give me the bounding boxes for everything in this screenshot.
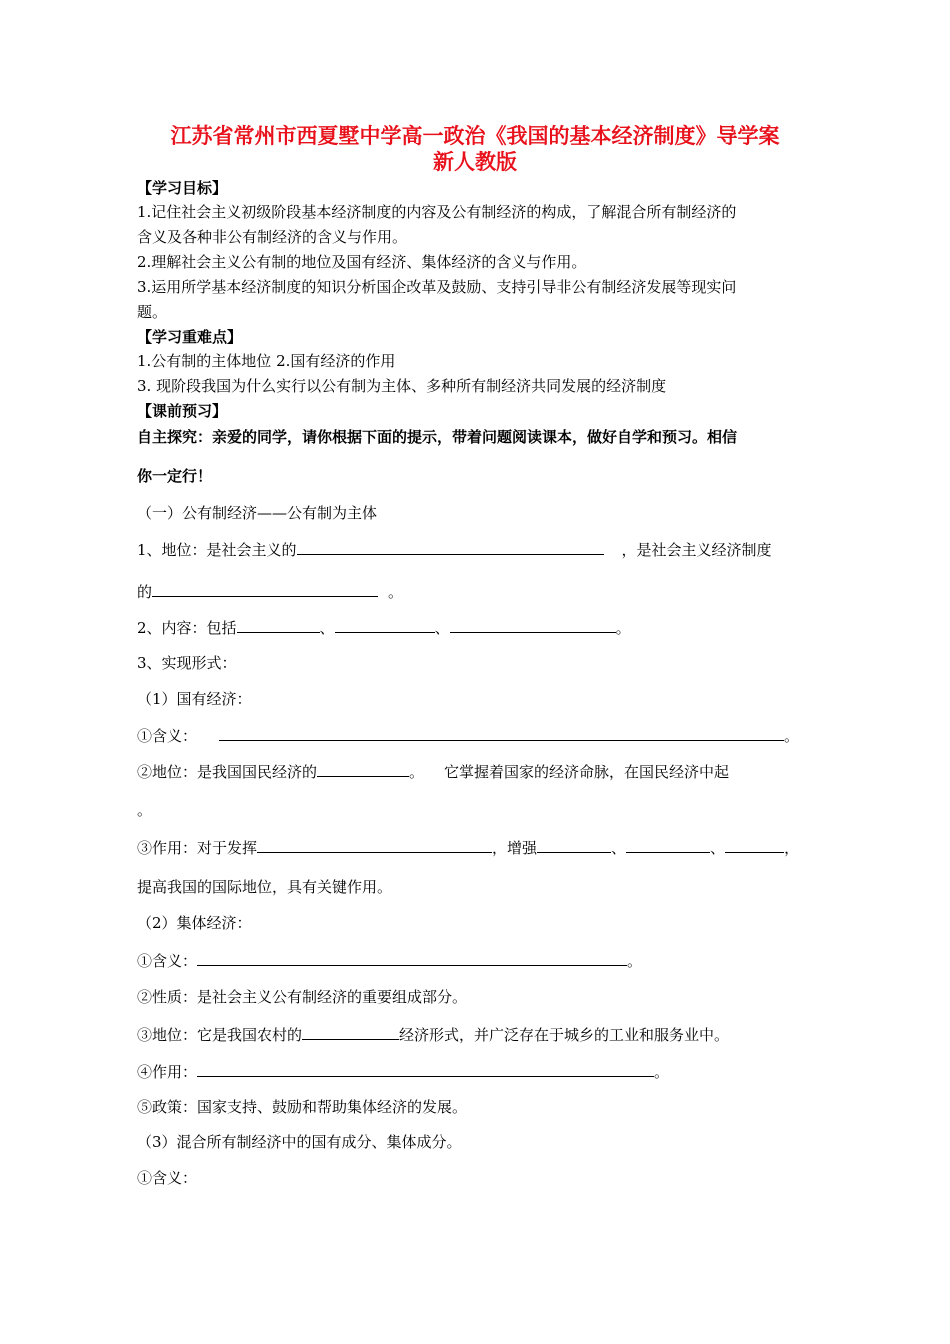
state-role-cont: 提高我国的国际地位，具有关键作用。 xyxy=(137,878,393,896)
answer-blank[interactable] xyxy=(537,837,611,853)
punctuation: 。 xyxy=(388,583,404,601)
state-economy-heading: （1）国有经济： xyxy=(137,690,252,708)
punctuation: 。 xyxy=(784,727,800,745)
preview-intro-cont: 你一定行！ xyxy=(137,467,213,485)
collective-status-text: 经济形式，并广泛存在于城乡的工业和服务业中。 xyxy=(399,1026,730,1044)
collective-economy-heading: （2）集体经济： xyxy=(137,914,252,932)
punctuation: 。 xyxy=(654,1063,670,1081)
answer-blank[interactable] xyxy=(302,1024,399,1040)
separator: 、 xyxy=(710,839,726,857)
state-role-label: ③作用：对于发挥 xyxy=(137,839,258,857)
preview-heading: 【课前预习】 xyxy=(137,402,228,420)
answer-blank[interactable] xyxy=(626,837,710,853)
mixed-meaning-label: ①含义： xyxy=(137,1169,198,1187)
collective-meaning-label: ①含义： xyxy=(137,952,198,970)
punctuation: 。 xyxy=(615,619,631,637)
mixed-ownership-heading: （3）混合所有制经济中的国有成分、集体成分。 xyxy=(137,1133,462,1151)
goal-item-2: 2.理解社会主义公有制的地位及国有经济、集体经济的含义与作用。 xyxy=(137,253,587,271)
separator: 、 xyxy=(434,619,450,637)
question-1-label: 1、地位：是社会主义的 xyxy=(137,541,297,559)
question-1-line xyxy=(137,539,772,560)
collective-status-line xyxy=(137,1024,729,1045)
question-2-label: 2、内容：包括 xyxy=(137,619,237,637)
state-status-text: 它掌握着国家的经济命脉，在国民经济中起 xyxy=(444,763,730,781)
keypoint-item-1: 1.公有制的主体地位 2.国有经济的作用 xyxy=(137,352,396,370)
goal-item-1: 1.记住社会主义初级阶段基本经济制度的内容及公有制经济的构成，了解混合所有制经济的 xyxy=(137,203,737,221)
state-meaning-label: ①含义： xyxy=(137,727,198,745)
answer-blank[interactable] xyxy=(197,1061,654,1077)
document-title: 江苏省常州市西夏墅中学高一政治《我国的基本经济制度》导学案 xyxy=(170,124,780,148)
question-1-line-cont xyxy=(137,581,403,602)
question-1-text-cont: 的 xyxy=(137,583,153,601)
punctuation: ， xyxy=(784,839,800,857)
goals-heading: 【学习目标】 xyxy=(137,179,228,197)
answer-blank[interactable] xyxy=(237,617,320,633)
section-public-ownership: （一）公有制经济——公有制为主体 xyxy=(137,504,378,522)
separator: 、 xyxy=(319,619,335,637)
collective-role-line xyxy=(137,1061,669,1082)
answer-blank[interactable] xyxy=(197,950,627,966)
collective-status-label: ③地位：它是我国农村的 xyxy=(137,1026,303,1044)
punctuation: 。 xyxy=(627,952,643,970)
collective-meaning-line xyxy=(137,950,642,971)
goal-item-3: 3.运用所学基本经济制度的知识分析国企改革及鼓励、支持引导非公有制经济发展等现实问 xyxy=(137,278,737,296)
state-role-text: ，增强 xyxy=(492,839,538,857)
document-subtitle: 新人教版 xyxy=(433,150,517,174)
punctuation: 。 xyxy=(409,763,425,781)
separator: 、 xyxy=(611,839,627,857)
answer-blank[interactable] xyxy=(335,617,435,633)
goal-item-1-cont: 含义及各种非公有制经济的含义与作用。 xyxy=(137,228,408,246)
question-2-line xyxy=(137,617,631,638)
state-status-line xyxy=(137,761,729,782)
answer-blank[interactable] xyxy=(725,837,784,853)
state-role-line xyxy=(137,837,799,858)
collective-nature: ②性质：是社会主义公有制经济的重要组成部分。 xyxy=(137,988,468,1006)
collective-role-label: ④作用： xyxy=(137,1063,198,1081)
collective-policy: ⑤政策：国家支持、鼓励和帮助集体经济的发展。 xyxy=(137,1098,468,1116)
question-3: 3、实现形式： xyxy=(137,654,237,672)
answer-blank[interactable] xyxy=(257,837,492,853)
keypoints-heading: 【学习重难点】 xyxy=(137,328,243,346)
state-status-end: 。 xyxy=(137,801,153,819)
keypoint-item-2: 3. 现阶段我国为什么实行以公有制为主体、多种所有制经济共同发展的经济制度 xyxy=(137,377,667,395)
answer-blank[interactable] xyxy=(450,617,616,633)
goal-item-3-cont: 题。 xyxy=(137,303,168,321)
state-meaning-line xyxy=(137,725,799,746)
answer-blank[interactable] xyxy=(152,581,378,597)
answer-blank[interactable] xyxy=(219,725,784,741)
preview-intro: 自主探究：亲爱的同学，请你根据下面的提示，带着问题阅读课本，做好自学和预习。相信 xyxy=(137,428,738,446)
state-status-label: ②地位：是我国国民经济的 xyxy=(137,763,318,781)
answer-blank[interactable] xyxy=(297,539,604,555)
answer-blank[interactable] xyxy=(317,761,409,777)
question-1-text: ，是社会主义经济制度 xyxy=(621,541,772,559)
